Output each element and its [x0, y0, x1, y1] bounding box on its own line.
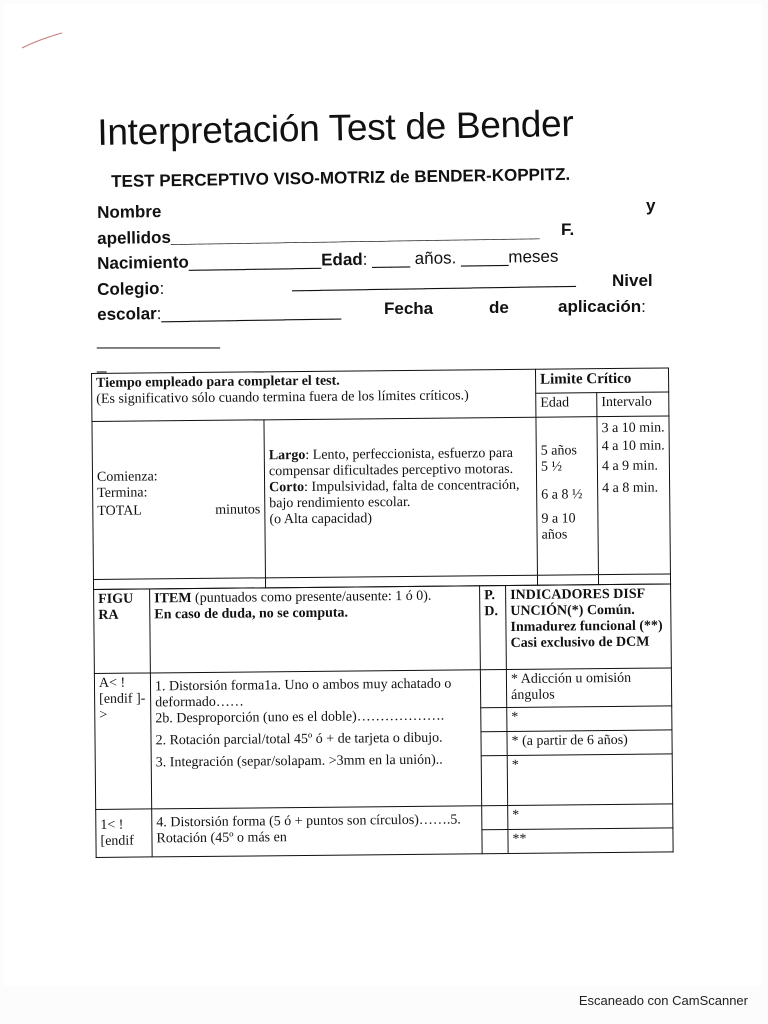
page-title: Interpretación Test de Bender: [97, 102, 574, 153]
total-label: TOTAL: [97, 503, 142, 519]
time-entry-cell: [92, 420, 266, 580]
corto-text: Corto: Impulsividad, falta de concentración, bajo rendimiento escolar.: [269, 477, 520, 512]
indicator-2: *: [507, 706, 672, 732]
meses-field[interactable]: _____: [460, 247, 509, 268]
anos-label: años.: [414, 248, 457, 269]
duda-note: En caso de duda, no se computa.: [154, 605, 349, 623]
time-table: [91, 367, 671, 590]
extra-field[interactable]: _____________: [97, 330, 220, 349]
nivel-label: Nivel: [612, 271, 653, 290]
indicator-1: * Adicción u omisión ángulos: [506, 668, 671, 708]
pd-score-5[interactable]: [482, 806, 508, 830]
aplicacion-label: aplicación:: [558, 297, 646, 316]
colegio-field[interactable]: ______________________________: [292, 268, 576, 292]
meses-label: meses: [508, 246, 559, 267]
escolar-field[interactable]: :___________________: [156, 301, 342, 324]
indicator-4: *: [507, 754, 672, 806]
f-label: F.: [561, 220, 575, 239]
item-header-cell: [150, 586, 481, 673]
pen-mark: [20, 30, 65, 52]
edad-field[interactable]: ____: [372, 249, 411, 269]
item-4: 4. Distorsión forma (5 ó + puntos son círculos)…….5. Rotación (45º o más en: [152, 806, 482, 857]
figura-header: FIGU RA: [94, 589, 151, 674]
interval-item: 4 a 8 min.: [602, 480, 659, 497]
figura-a-cell: A< ![endif ]->: [94, 673, 151, 810]
time-interpretation-cell: [264, 417, 538, 578]
total-row[interactable]: [97, 502, 260, 520]
intervals-cell: [597, 416, 671, 575]
indicator-5: *: [508, 804, 673, 830]
minutos-label: minutos: [215, 502, 261, 518]
nombre-label: Nombre: [97, 201, 162, 222]
time-header-cell: [92, 369, 536, 421]
nacimiento-label: Nacimiento: [97, 252, 189, 273]
termina-label[interactable]: Termina:: [97, 485, 148, 501]
item-header: ITEM (puntuados como presente/ausente: 1 ó 0).: [154, 588, 432, 607]
edad-label: Edad: [320, 249, 363, 270]
bender-tables: [91, 367, 673, 858]
age-item: 5 años: [540, 443, 578, 459]
figura-1-cell: 1< ![endif: [96, 809, 152, 858]
pd-score-6[interactable]: [482, 830, 508, 854]
edad-header: Edad: [536, 393, 597, 418]
item-2: 2. Rotación parcial/total 45º ó + de tarjeta o dibujo.: [155, 730, 443, 749]
item-1: 1. Distorsión forma1a. Uno o ambos muy achatado o deformado……: [154, 676, 452, 711]
escolar-row: [97, 301, 341, 325]
limite-critico-header: Limite Crítico: [535, 368, 668, 393]
item-3: 3. Integración (separ/solapam. >3mm en la unión)..: [155, 752, 443, 771]
pd-header: P. D.: [480, 586, 507, 670]
pd-score-1[interactable]: [480, 670, 506, 708]
pd-score-3[interactable]: [481, 732, 507, 756]
interval-item: 4 a 9 min.: [601, 458, 658, 475]
pd-score-2[interactable]: [481, 708, 507, 732]
escolar-label: escolar: [97, 304, 157, 324]
ages-cell: [536, 417, 599, 576]
extra-dash: _: [97, 354, 107, 373]
alta-capacidad-text: (o Alta capacidad): [269, 511, 373, 528]
nacimiento-field[interactable]: ______________: [188, 250, 322, 272]
interval-item: 3 a 10 min.: [601, 420, 665, 437]
time-header: Tiempo empleado para completar el test.: [96, 373, 340, 391]
largo-text: Largo: Lento, perfeccionista, esfuerzo para compensar dificultades perceptivo motoras.: [268, 445, 514, 480]
camscanner-label: Escaneado con CamScanner: [578, 993, 748, 1008]
indicator-6: **: [508, 828, 673, 854]
interval-item: 4 a 10 min.: [601, 438, 665, 455]
comienza-label[interactable]: Comienza:: [96, 469, 158, 485]
age-item: 6 a 8 ½: [541, 487, 583, 503]
y-label: y: [646, 196, 656, 215]
indicadores-header: INDICADORES DISF UNCIÓN(*) Común. Inmadurez funcional (**) Casi exclusivo de DCM: [506, 584, 672, 670]
indicator-3: * (a partir de 6 años): [507, 730, 672, 756]
nacimiento-row: Nacimiento______________Edad: ____ años. _____meses: [97, 246, 559, 273]
colegio-label: Colegio:: [97, 278, 165, 299]
pd-score-4[interactable]: [481, 756, 507, 806]
apellidos-label: apellidos_______________________________________: [97, 222, 540, 248]
age-item: 9 a 10 años: [541, 511, 576, 543]
intervalo-header: Intervalo: [597, 392, 669, 417]
items-table: [93, 583, 674, 858]
time-header-note: (Es significativo sólo cuando termina fuera de los límites críticos.): [96, 388, 469, 407]
fecha-label: Fecha: [384, 299, 434, 318]
age-item: 5 ½: [540, 459, 562, 475]
apellidos-field[interactable]: _______________________________________: [170, 222, 540, 247]
figura-a-items-cell: [150, 670, 481, 809]
item-2b: 2b. Desproporción (uno es el doble)……………….: [155, 708, 445, 727]
page-subtitle: TEST PERCEPTIVO VISO-MOTRIZ de BENDER-KOPPITZ.: [111, 164, 571, 191]
de-label: de: [489, 298, 509, 317]
